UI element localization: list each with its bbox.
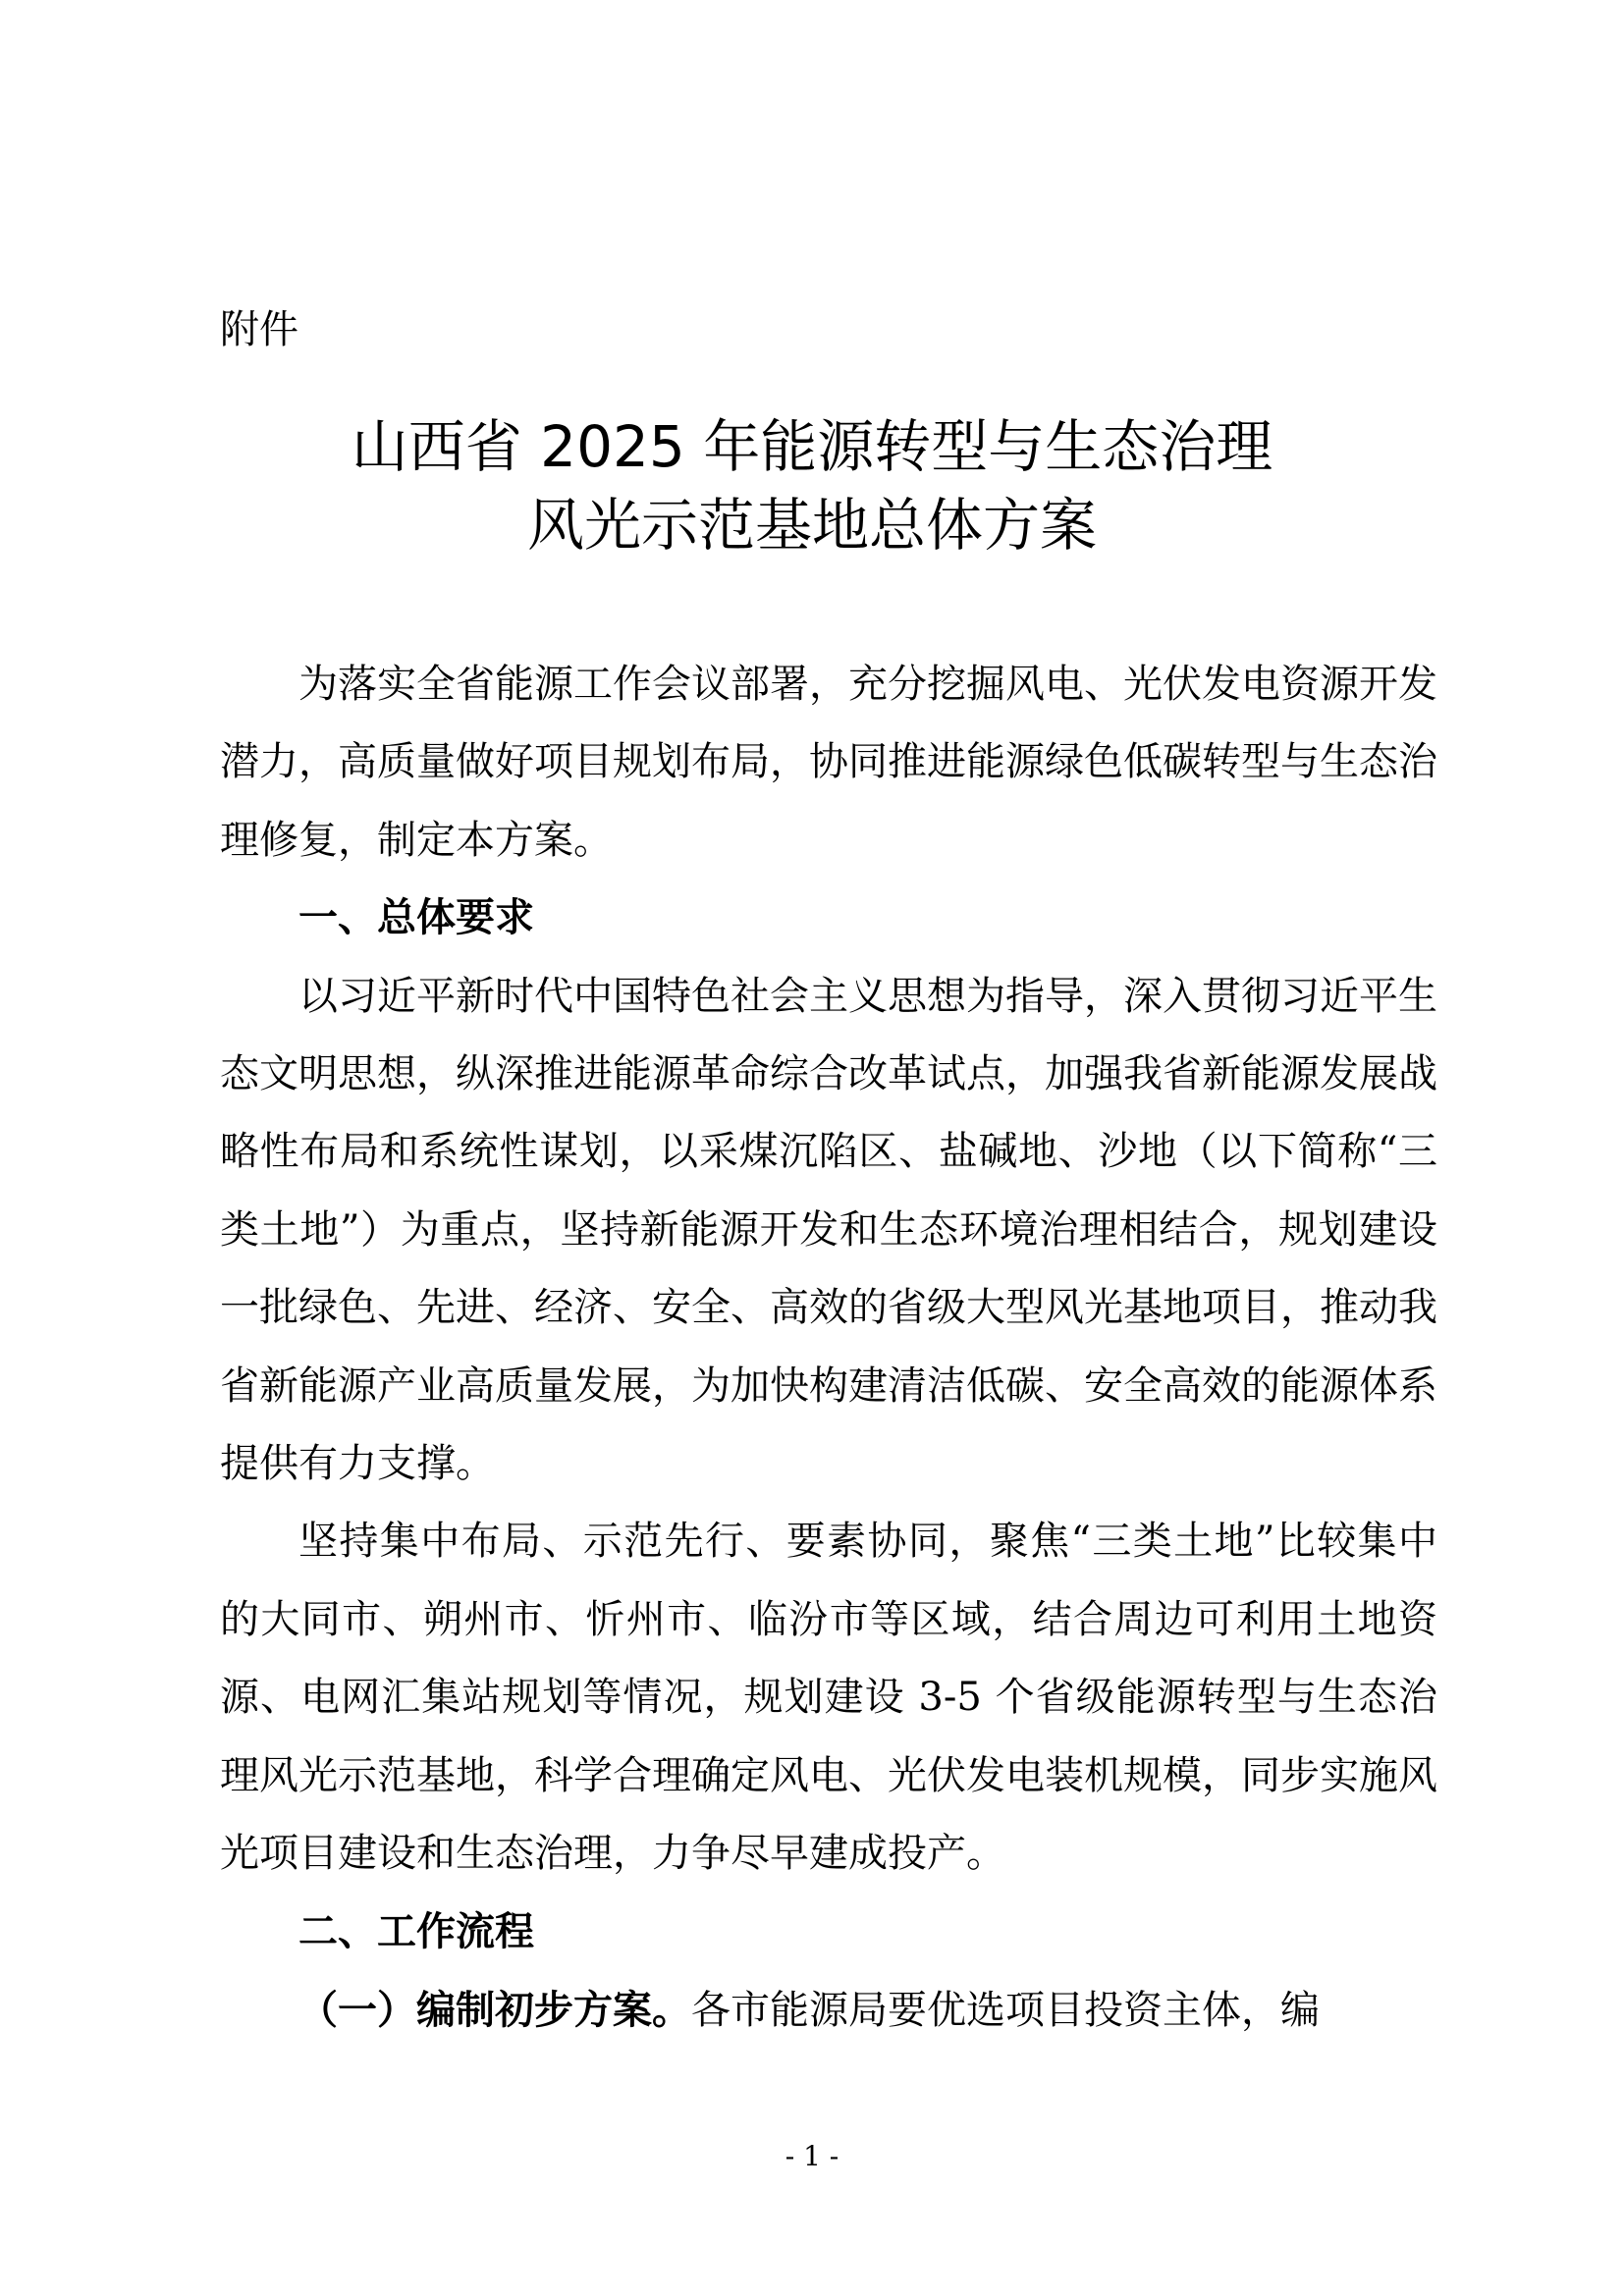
section2-item1-text: 各市能源局要优选项目投资主体，编 xyxy=(691,1987,1320,2033)
document-title-line1: 山西省 2025 年能源转型与生态治理 xyxy=(351,413,1273,480)
section1-paragraph1: 以习近平新时代中国特色社会主义思想为指导，深入贯彻习近平生态文明思想，纵深推进能源革命综合改革试点，加强我省新能源发展战略性布局和系统性谋划，以采煤沉陷区、盐碱地、沙地（以下简称“三类土地”）为重点，坚持新能源开发和生态环境治理相结合，规划建设一批绿色、先进、经济、安全、高效的省级大型风光基地项目，推动我省新能源产业高质量发展，为加快构建清洁低碳、安全高效的能源体系提供有力支撑。 xyxy=(220,973,1437,1487)
section2-item1-lead: （一）编制初步方案。 xyxy=(298,1986,691,2033)
section1-paragraph2: 坚持集中布局、示范先行、要素协同，聚焦“三类土地”比较集中的大同市、朔州市、忻州市、临汾市等区域，结合周边可利用土地资源、电网汇集站规划等情况，规划建设 3-5 个省级能源转型与生态治理风光示范基地，科学合理确定风电、光伏发电装机规模，同步实施风光项目建设和生态治理，力争尽早建成投产。 xyxy=(220,1519,1437,1877)
document-body xyxy=(220,646,1437,2050)
section2-item1 xyxy=(220,1971,1437,2050)
document-title-line2: 风光示范基地总体方案 xyxy=(526,492,1097,559)
section2-heading: 二、工作流程 xyxy=(298,1908,534,1954)
page-number: - 1 - xyxy=(785,2140,839,2172)
attachment-label: 附件 xyxy=(220,307,298,352)
section1-heading: 一、总体要求 xyxy=(298,895,534,941)
intro-paragraph: 为落实全省能源工作会议部署，充分挖掘风电、光伏发电资源开发潜力，高质量做好项目规划布局，协同推进能源绿色低碳转型与生态治理修复，制定本方案。 xyxy=(220,662,1437,863)
